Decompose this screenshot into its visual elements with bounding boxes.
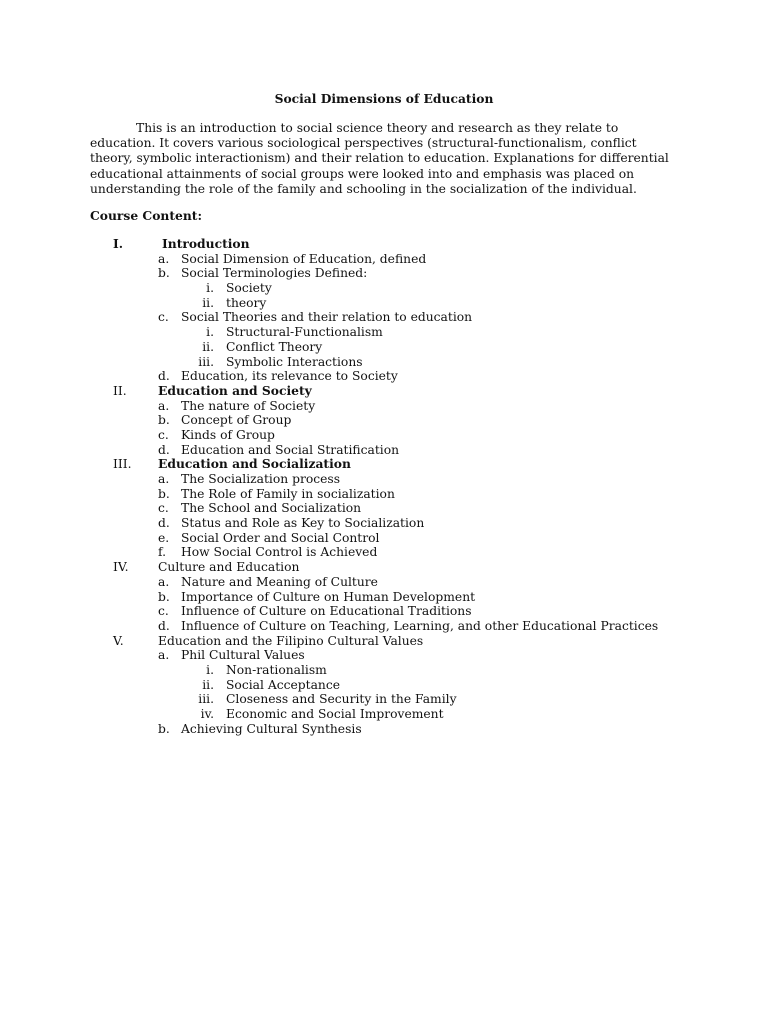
- outline-item-level-2: [0, 516, 768, 531]
- outline-item-level-3: [0, 355, 768, 370]
- outline-marker: ii.: [202, 677, 214, 692]
- outline-text: The Role of Family in socialization: [181, 486, 395, 501]
- outline-marker: c.: [158, 604, 169, 619]
- outline-text: Importance of Culture on Human Development: [181, 589, 476, 604]
- outline-marker: c.: [158, 501, 169, 516]
- outline-item-level-1: [0, 560, 768, 575]
- outline-marker: i.: [206, 662, 214, 677]
- outline-text: Symbolic Interactions: [226, 354, 363, 369]
- outline-marker: d.: [158, 442, 170, 457]
- outline-marker: II.: [113, 383, 127, 398]
- intro-paragraph: [90, 121, 682, 197]
- outline-item-level-2: [0, 575, 768, 590]
- outline-text: Nature and Meaning of Culture: [181, 574, 378, 589]
- outline-item-level-1: [0, 237, 768, 252]
- outline-marker: d.: [158, 369, 170, 384]
- outline-item-level-3: [0, 340, 768, 355]
- outline-item-level-2: [0, 399, 768, 414]
- outline-marker: d.: [158, 516, 170, 531]
- outline-text: Status and Role as Key to Socialization: [181, 516, 425, 531]
- outline-marker: IV.: [113, 560, 129, 575]
- outline-marker: b.: [158, 266, 170, 281]
- outline-item-level-2: [0, 369, 768, 384]
- outline-marker: a.: [158, 398, 170, 413]
- outline-item-level-2: [0, 252, 768, 267]
- outline-item-level-2: [0, 501, 768, 516]
- outline-text: Social Acceptance: [226, 677, 340, 692]
- outline-item-level-3: [0, 663, 768, 678]
- outline-item-level-3: [0, 281, 768, 296]
- outline-item-level-3: [0, 325, 768, 340]
- outline-marker: i.: [206, 325, 214, 340]
- outline-text: How Social Control is Achieved: [181, 545, 378, 560]
- outline-text: The nature of Society: [181, 398, 316, 413]
- outline-marker: e.: [158, 530, 170, 545]
- outline-text: Social Theories and their relation to education: [181, 310, 473, 325]
- outline-text: Concept of Group: [181, 413, 292, 428]
- outline-item-level-2: [0, 472, 768, 487]
- outline-item-level-2: [0, 266, 768, 281]
- outline-text: Economic and Social Improvement: [226, 707, 444, 721]
- document-title: Social Dimensions of Education: [274, 91, 494, 106]
- intro-text: This is an introduction to social science theory and research as they relate to education. It covers various sociological perspectives (structural-functionalism, conflict theory, symbolic interactionism) and their relation to education. Explanations for differential educational attainments of social groups were looked into and emphasis was placed on understanding the role of the family and schooling in the socialization of the individual.: [90, 121, 669, 196]
- outline-text: theory: [226, 295, 267, 310]
- outline-item-level-2: [0, 545, 768, 560]
- outline-marker: iii.: [198, 354, 214, 369]
- outline-item-level-3: [0, 707, 768, 722]
- outline-item-level-2: [0, 648, 768, 663]
- outline-marker: I.: [113, 236, 124, 251]
- outline-item-level-2: [0, 531, 768, 546]
- outline-text: Influence of Culture on Educational Traditions: [181, 604, 472, 619]
- outline-item-level-2: [0, 310, 768, 325]
- outline-item-level-2: [0, 722, 768, 737]
- outline-marker: a.: [158, 648, 170, 663]
- outline-marker: iv.: [200, 707, 214, 721]
- outline-text: Education, its relevance to Society: [181, 369, 398, 384]
- outline-marker: d.: [158, 618, 170, 633]
- outline-marker: iii.: [198, 692, 214, 707]
- outline-marker: a.: [158, 251, 170, 266]
- outline-text: Social Terminologies Defined:: [181, 266, 368, 281]
- outline-item-level-2: [0, 428, 768, 443]
- outline-item-level-3: [0, 296, 768, 311]
- outline-marker: V.: [113, 633, 124, 648]
- outline-text: Non-rationalism: [226, 662, 327, 677]
- outline-text: Society: [226, 281, 272, 296]
- outline-marker: c.: [158, 310, 169, 325]
- outline-marker: b.: [158, 721, 170, 736]
- outline-item-level-2: [0, 619, 768, 634]
- outline-text: Introduction: [162, 236, 250, 251]
- outline-item-level-1: [0, 634, 768, 649]
- outline-item-level-3: [0, 678, 768, 693]
- outline-text: The School and Socialization: [181, 501, 362, 516]
- outline-text: Kinds of Group: [181, 427, 275, 442]
- outline-text: Education and Social Stratification: [181, 442, 400, 457]
- outline-text: Social Order and Social Control: [181, 530, 380, 545]
- outline-marker: f.: [158, 545, 167, 560]
- outline-item-level-3: [0, 692, 768, 707]
- outline-text: Education and Society: [158, 382, 312, 398]
- outline-marker: b.: [158, 486, 170, 501]
- outline-text: Culture and Education: [158, 560, 300, 575]
- outline-text: Closeness and Security in the Family: [226, 692, 457, 707]
- outline-marker: c.: [158, 427, 169, 442]
- outline-text: Influence of Culture on Teaching, Learning, and other Educational Practices: [181, 618, 659, 633]
- outline-item-level-2: [0, 590, 768, 605]
- outline-text: Structural-Functionalism: [226, 325, 383, 340]
- outline-text: Education and the Filipino Cultural Values: [158, 633, 424, 648]
- outline-marker: i.: [206, 281, 214, 296]
- outline-marker: a.: [158, 472, 170, 486]
- outline-marker: b.: [158, 413, 170, 428]
- outline-item-level-2: [0, 413, 768, 428]
- outline-item-level-1: [0, 384, 768, 399]
- outline-marker: b.: [158, 589, 170, 604]
- outline-text: The Socialization process: [181, 472, 341, 486]
- outline-marker: III.: [113, 457, 132, 472]
- course-content-heading: Course Content:: [90, 208, 203, 223]
- outline-text: Social Dimension of Education, defined: [181, 251, 427, 266]
- course-outline: [0, 237, 768, 736]
- outline-marker: ii.: [202, 339, 214, 354]
- outline-marker: ii.: [202, 295, 214, 310]
- outline-text: Phil Cultural Values: [181, 648, 305, 663]
- outline-item-level-2: [0, 487, 768, 502]
- outline-item-level-2: [0, 604, 768, 619]
- outline-item-level-1: [0, 457, 768, 472]
- outline-item-level-2: [0, 443, 768, 458]
- outline-text: Achieving Cultural Synthesis: [181, 721, 362, 736]
- outline-marker: a.: [158, 574, 170, 589]
- outline-text: Conflict Theory: [226, 339, 323, 354]
- outline-text: Education and Socialization: [158, 456, 351, 472]
